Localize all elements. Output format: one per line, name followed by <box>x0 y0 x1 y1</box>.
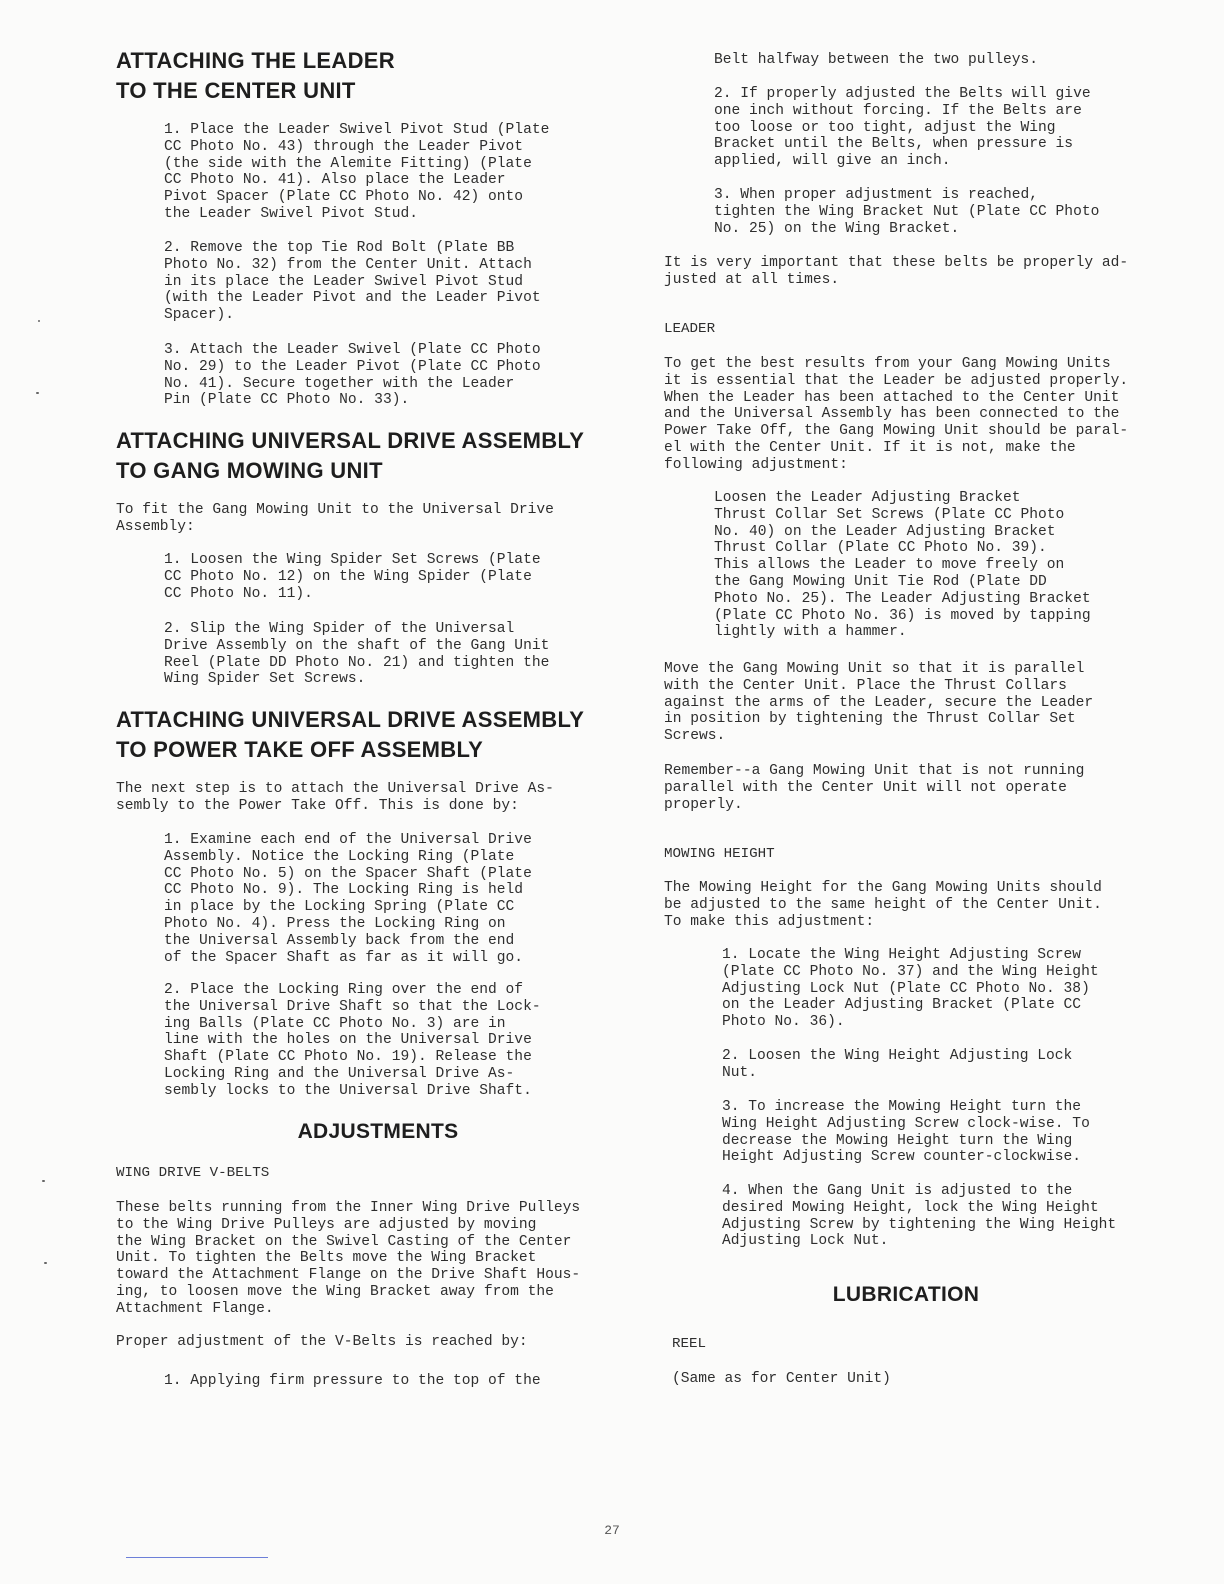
reel-lubrication-note: (Same as for Center Unit) <box>672 1371 891 1387</box>
heading-adjustments: ADJUSTMENTS <box>297 1120 459 1143</box>
leader-loosen-thrust-collar: Loosen the Leader Adjusting Bracket Thrust Collar Set Screws (Plate CC Photo No. 40) on the Leader Adjusting Bracket Thrust Collar (Plate CC Photo No. 39). This allows the Leader to move freely on the Gang Mowing Unit Tie Rod (Plate DD Photo No. 25). The Leader Adjusting Bracket (Plate CC Photo No. 36) is moved by tapping lightly with a hammer. <box>714 490 1091 641</box>
step-3-attach-leader-swivel: 3. Attach the Leader Swivel (Plate CC Photo No. 29) to the Leader Pivot (Plate CC Photo No. 41). Secure together with the Leader Pin (Plate CC Photo No. 33). <box>164 342 541 409</box>
page-number: 27 <box>604 1523 620 1538</box>
vbelts-step-1-cont: Belt halfway between the two pulleys. <box>714 52 1039 68</box>
mowing-step-1: 1. Locate the Wing Height Adjusting Screw (Plate CC Photo No. 37) and the Wing Height Adjusting Lock Nut (Plate CC Photo No. 38) on the Leader Adjusting Bracket (Plate CC Photo No. 36). <box>722 947 1099 1031</box>
heading-universal-to-gang: ATTACHING UNIVERSAL DRIVE ASSEMBLY TO GANG MOWING UNIT <box>116 428 585 483</box>
vbelts-step-2: 2. If properly adjusted the Belts will give one inch without forcing. If the Belts are too loose or too tight, adjust the Wing Bracket until the Belts, when pressure is applied, will give an inch. <box>714 86 1091 170</box>
heading-attaching-leader: ATTACHING THE LEADER TO THE CENTER UNIT <box>116 48 395 103</box>
intro-gang-mowing: To fit the Gang Mowing Unit to the Universal Drive Assembly: <box>116 502 554 535</box>
leader-description: To get the best results from your Gang Mowing Units it is essential that the Leader be adjusted properly. When the Leader has been attached to the Center Unit and the Universal Assembly has been connected to the Power Take Off, the Gang Mowing Unit should be paral- el with the Center Unit. If it is not, make the following adjustment: <box>664 356 1129 473</box>
vbelts-description: These belts running from the Inner Wing Drive Pulleys to the Wing Drive Pulleys are adjusted by moving the Wing Bracket on the Swivel Casting of the Center Unit. To tighten the Belts move the Wing Bracket toward the Attachment Flange on the Drive Shaft Hous- ing, to loosen move the Wing Bracket away from the Attachment Flange. <box>116 1200 581 1317</box>
step-1-examine-drive: 1. Examine each end of the Universal Drive Assembly. Notice the Locking Ring (Plate CC Photo No. 5) on the Spacer Shaft (Plate CC Photo No. 9). The Locking Ring is held in place by the Locking Spring (Plate CC Photo No. 4). Press the Locking Ring on the Universal Assembly back from the end of the Spacer Shaft as far as it will go. <box>164 832 532 966</box>
step-1-wing-spider-screws: 1. Loosen the Wing Spider Set Screws (Plate CC Photo No. 12) on the Wing Spider (Plate CC Photo No. 11). <box>164 552 541 602</box>
step-1-leader-swivel: 1. Place the Leader Swivel Pivot Stud (Plate CC Photo No. 43) through the Leader Pivot (the side with the Alemite Fitting) (Plate CC Photo No. 41). Also place the Leader Pivot Spacer (Plate CC Photo No. 42) onto the Leader Swivel Pivot Stud. <box>164 122 550 222</box>
scan-speck <box>36 392 39 394</box>
heading-universal-to-pto: ATTACHING UNIVERSAL DRIVE ASSEMBLY TO POWER TAKE OFF ASSEMBLY <box>116 707 585 762</box>
subheading-leader: LEADER <box>664 321 716 337</box>
leader-move-parallel: Move the Gang Mowing Unit so that it is parallel with the Center Unit. Place the Thrust Collars against the arms of the Leader, secure the Leader in position by tightening the Thrust Collar Set Screws. <box>664 661 1094 745</box>
leader-remember-note: Remember--a Gang Mowing Unit that is not running parallel with the Center Unit will not operate properly. <box>664 763 1085 813</box>
vbelts-step-3: 3. When proper adjustment is reached, tighten the Wing Bracket Nut (Plate CC Photo No. 25) on the Wing Bracket. <box>714 187 1100 237</box>
step-2-tie-rod-bolt: 2. Remove the top Tie Rod Bolt (Plate BB Photo No. 32) from the Center Unit. Attach in its place the Leader Swivel Pivot Stud (with the Leader Pivot and the Leader Pivot Spacer). <box>164 240 541 324</box>
scan-speck <box>42 1180 45 1182</box>
scan-speck <box>44 1262 47 1264</box>
vbelts-importance-note: It is very important that these belts be properly ad- justed at all times. <box>664 255 1129 288</box>
step-2-locking-ring: 2. Place the Locking Ring over the end of the Universal Drive Shaft so that the Lock- ing Balls (Plate CC Photo No. 3) are in line with the holes on the Universal Drive Shaft (Plate CC Photo No. 19). Release the Locking Ring and the Universal Drive As- sembly locks to the Universal Drive Shaft. <box>164 982 541 1099</box>
vbelts-proper-adjustment: Proper adjustment of the V-Belts is reached by: <box>116 1334 528 1350</box>
mowing-step-4: 4. When the Gang Unit is adjusted to the desired Mowing Height, lock the Wing Height Adjusting Screw by tightening the Wing Height Adjusting Lock Nut. <box>722 1183 1117 1250</box>
subheading-mowing-height: MOWING HEIGHT <box>664 846 775 862</box>
footer-rule <box>126 1557 268 1558</box>
subheading-reel: REEL <box>672 1336 707 1352</box>
mowing-step-3: 3. To increase the Mowing Height turn the Wing Height Adjusting Screw clock-wise. To decrease the Mowing Height turn the Wing Height Adjusting Screw counter-clockwise. <box>722 1099 1090 1166</box>
mowing-height-intro: The Mowing Height for the Gang Mowing Units should be adjusted to the same height of the Center Unit. To make this adjustment: <box>664 880 1102 930</box>
subheading-wing-drive-vbelts: WING DRIVE V-BELTS <box>116 1165 270 1181</box>
mowing-step-2: 2. Loosen the Wing Height Adjusting Lock Nut. <box>722 1048 1073 1081</box>
step-2-slip-wing-spider: 2. Slip the Wing Spider of the Universal Drive Assembly on the shaft of the Gang Unit Reel (Plate DD Photo No. 21) and tighten the Wing Spider Set Screws. <box>164 621 550 688</box>
intro-power-take-off: The next step is to attach the Universal Drive As- sembly to the Power Take Off. This is done by: <box>116 781 554 814</box>
heading-lubrication: LUBRICATION <box>832 1283 980 1306</box>
vbelts-step-1: 1. Applying firm pressure to the top of the <box>164 1373 541 1389</box>
scan-speck <box>38 320 40 322</box>
